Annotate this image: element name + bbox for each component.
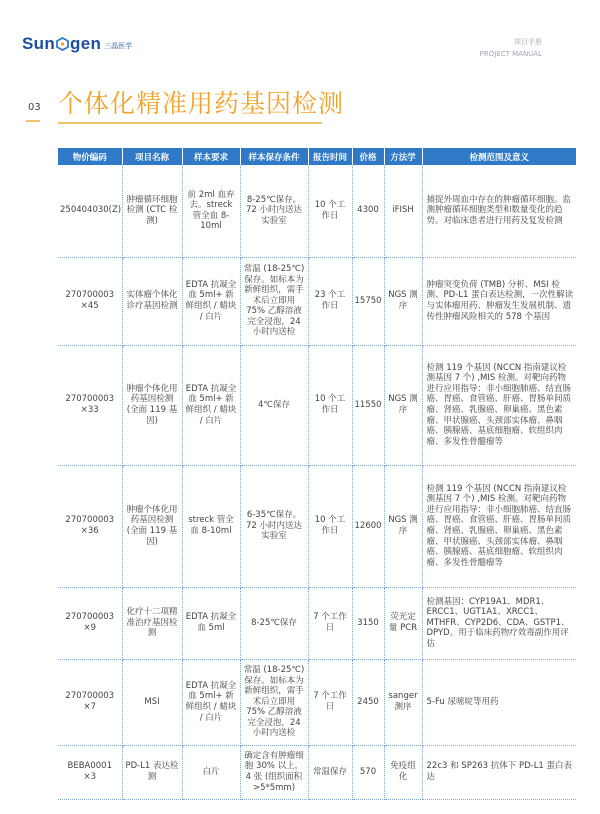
table-cell: 荧光定量 PCR — [384, 587, 422, 659]
page-title: 个体化精准用药基因检测 — [58, 89, 345, 118]
manual-en: PROJECT MANUAL — [479, 50, 542, 58]
table-cell: EDTA 抗凝全血 5ml+ 新鲜组织 / 蜡块 / 白片 — [182, 345, 240, 465]
header-cell: 方法学 — [384, 148, 422, 165]
table-cell: EDTA 抗凝全血 5ml+ 新鲜组织 / 蜡块 / 白片 — [182, 257, 240, 345]
table-cell: 确定含有肿瘤细胞 30% 以上，4 张 (组织面积 >5*5mm) — [240, 745, 308, 799]
table-cell: NGS 测序 — [384, 257, 422, 345]
table-cell: 8-25℃保存 — [240, 587, 308, 659]
table-cell: 7 个工作日 — [308, 659, 352, 745]
table-cell: 3150 — [352, 587, 384, 659]
table-cell: 2450 — [352, 659, 384, 745]
table-cell: 22c3 和 SP263 抗体下 PD-L1 蛋白表达 — [422, 745, 576, 799]
table-row — [58, 745, 576, 799]
header-cell: 价格 — [352, 148, 384, 165]
title-underline — [58, 122, 322, 124]
table-cell: 11550 — [352, 345, 384, 465]
table-cell: 常温 (18-25℃) 保存。如标本为新鲜组织，需手术后立即用 75% 乙醇溶液完全浸泡，24 小时内送检 — [240, 257, 308, 345]
table-cell: 270700003 ×7 — [58, 659, 122, 745]
table-row — [58, 345, 576, 465]
table-cell: 7 个工作日 — [308, 587, 352, 659]
table-cell: BEBA0001 ×3 — [58, 745, 122, 799]
table-cell: 4300 — [352, 165, 384, 257]
table-row — [58, 165, 576, 257]
table-cell: 捕捉外周血中存在的肿瘤循环细胞。监测肿瘤循环细胞类型和数量变化的趋势。对临床患者进行用药及复发检测 — [422, 165, 576, 257]
table-cell: EDTA 抗凝全血 5ml+ 新鲜组织 / 蜡块 / 白片 — [182, 659, 240, 745]
logo-subtitle: 三晶医学 — [104, 41, 133, 50]
table-row — [58, 257, 576, 345]
table-cell: 检测基因：CYP19A1、MDR1、ERCC1、UGT1A1、XRCC1、MTHFR、CYP2D6、CDA、GSTP1、DPYD。用于临床药物疗效毒副作用评估 — [422, 587, 576, 659]
logo-text-a: Sun — [22, 34, 56, 53]
table-cell: 10 个工作日 — [308, 465, 352, 587]
table-cell: 肿瘤个体化用药基因检测 (全面 119 基因) — [122, 345, 182, 465]
table-cell: 常温保存 — [308, 745, 352, 799]
table-cell: 检测 119 个基因 (NCCN 指南建议检测基因 7 个) ,MIS 检测。对靶向药物进行应用指导：非小细胞肺癌、结直肠癌、胃癌、食管癌、肝癌、胃肠单间质瘤、肾癌、乳腺癌、卵巢癌、黑色素瘤、甲状腺癌、头颈部实体瘤、鼻咽癌、胰腺癌、基底细胞瘤、软组织肉瘤、多发性骨髓瘤等 — [422, 345, 576, 465]
project-manual-label — [480, 36, 542, 60]
table-cell: 250404030(Z) — [58, 165, 122, 257]
logo — [22, 34, 132, 54]
table-cell: 肿瘤个体化用药基因检测 (全面 119 基因) — [122, 465, 182, 587]
header-cell: 样本保存条件 — [240, 148, 308, 165]
table-cell: 270700003 ×36 — [58, 465, 122, 587]
table-row — [58, 587, 576, 659]
manual-cn: 项目手册 — [514, 38, 542, 46]
table-cell: 检测 119 个基因 (NCCN 指南建议检测基因 7 个) ,MIS 检测。对靶向药物进行应用指导：非小细胞肺癌、结直肠癌、胃癌、食管癌、肝癌、胃肠单间质瘤、肾癌、乳腺癌、卵巢癌、黑色素瘤、甲状腺癌、头颈部实体瘤、鼻咽癌、胰腺癌、基底细胞瘤、软组织肉瘤、多发性骨髓瘤等 — [422, 465, 576, 587]
table-cell: 前 2ml 血弃去。streck 管全血 8-10ml — [182, 165, 240, 257]
table-cell: 12600 — [352, 465, 384, 587]
logo-hexagon-icon — [56, 37, 69, 51]
logo-text-b: gen — [70, 34, 102, 53]
table-cell: 免疫组化 — [384, 745, 422, 799]
header-cell: 报告时间 — [308, 148, 352, 165]
table-cell: 5-Fu 尿嘧啶等用药 — [422, 659, 576, 745]
header-cell: 样本要求 — [182, 148, 240, 165]
table-cell: 肿瘤循环细胞检测 (CTC 检测) — [122, 165, 182, 257]
page-number-underline — [26, 120, 40, 122]
table-cell: PD-L1 表达检测 — [122, 745, 182, 799]
table-cell: 270700003 ×33 — [58, 345, 122, 465]
table-cell: 270700003 ×9 — [58, 587, 122, 659]
table-row — [58, 465, 576, 587]
table-cell: 8-25℃保存。72 小时内送达实验室 — [240, 165, 308, 257]
table-cell: NGS 测序 — [384, 345, 422, 465]
table-cell: 570 — [352, 745, 384, 799]
table-cell: 肿瘤突变负荷 (TMB) 分析、MSI 检测、PD-L1 蛋白表达检测，一次性解读与实体瘤用药、肿瘤发生发展机制、遗传性肿瘤风险相关的 578 个基因 — [422, 257, 576, 345]
table-cell: 15750 — [352, 257, 384, 345]
table-cell: 10 个工作日 — [308, 165, 352, 257]
header-cell: 物价编码 — [58, 148, 122, 165]
table-cell: 23 个工作日 — [308, 257, 352, 345]
table-cell: 实体瘤个体化诊疗基因检测 — [122, 257, 182, 345]
table-cell: sanger 测序 — [384, 659, 422, 745]
table-cell: 4℃保存 — [240, 345, 308, 465]
table-cell: iFISH — [384, 165, 422, 257]
page-number: 03 — [28, 102, 41, 113]
table-header-row — [58, 148, 576, 165]
table-cell: streck 管全血 8-10ml — [182, 465, 240, 587]
table-cell: 化疗十二项精准治疗基因检测 — [122, 587, 182, 659]
table-cell: 10 个工作日 — [308, 345, 352, 465]
table-cell: 270700003 ×45 — [58, 257, 122, 345]
table-cell: 常温 (18-25℃) 保存。如标本为新鲜组织，需手术后立即用 75% 乙醇溶液完全浸泡，24 小时内送检 — [240, 659, 308, 745]
header-cell: 项目名称 — [122, 148, 182, 165]
table-cell: NGS 测序 — [384, 465, 422, 587]
table-cell: EDTA 抗凝全血 5ml — [182, 587, 240, 659]
table-row — [58, 659, 576, 745]
table-cell: 6-35℃保存。72 小时内送达实验室 — [240, 465, 308, 587]
table-cell: 白片 — [182, 745, 240, 799]
header-cell: 检测范围及意义 — [422, 148, 576, 165]
table-cell: MSI — [122, 659, 182, 745]
test-catalog-table — [58, 148, 576, 800]
